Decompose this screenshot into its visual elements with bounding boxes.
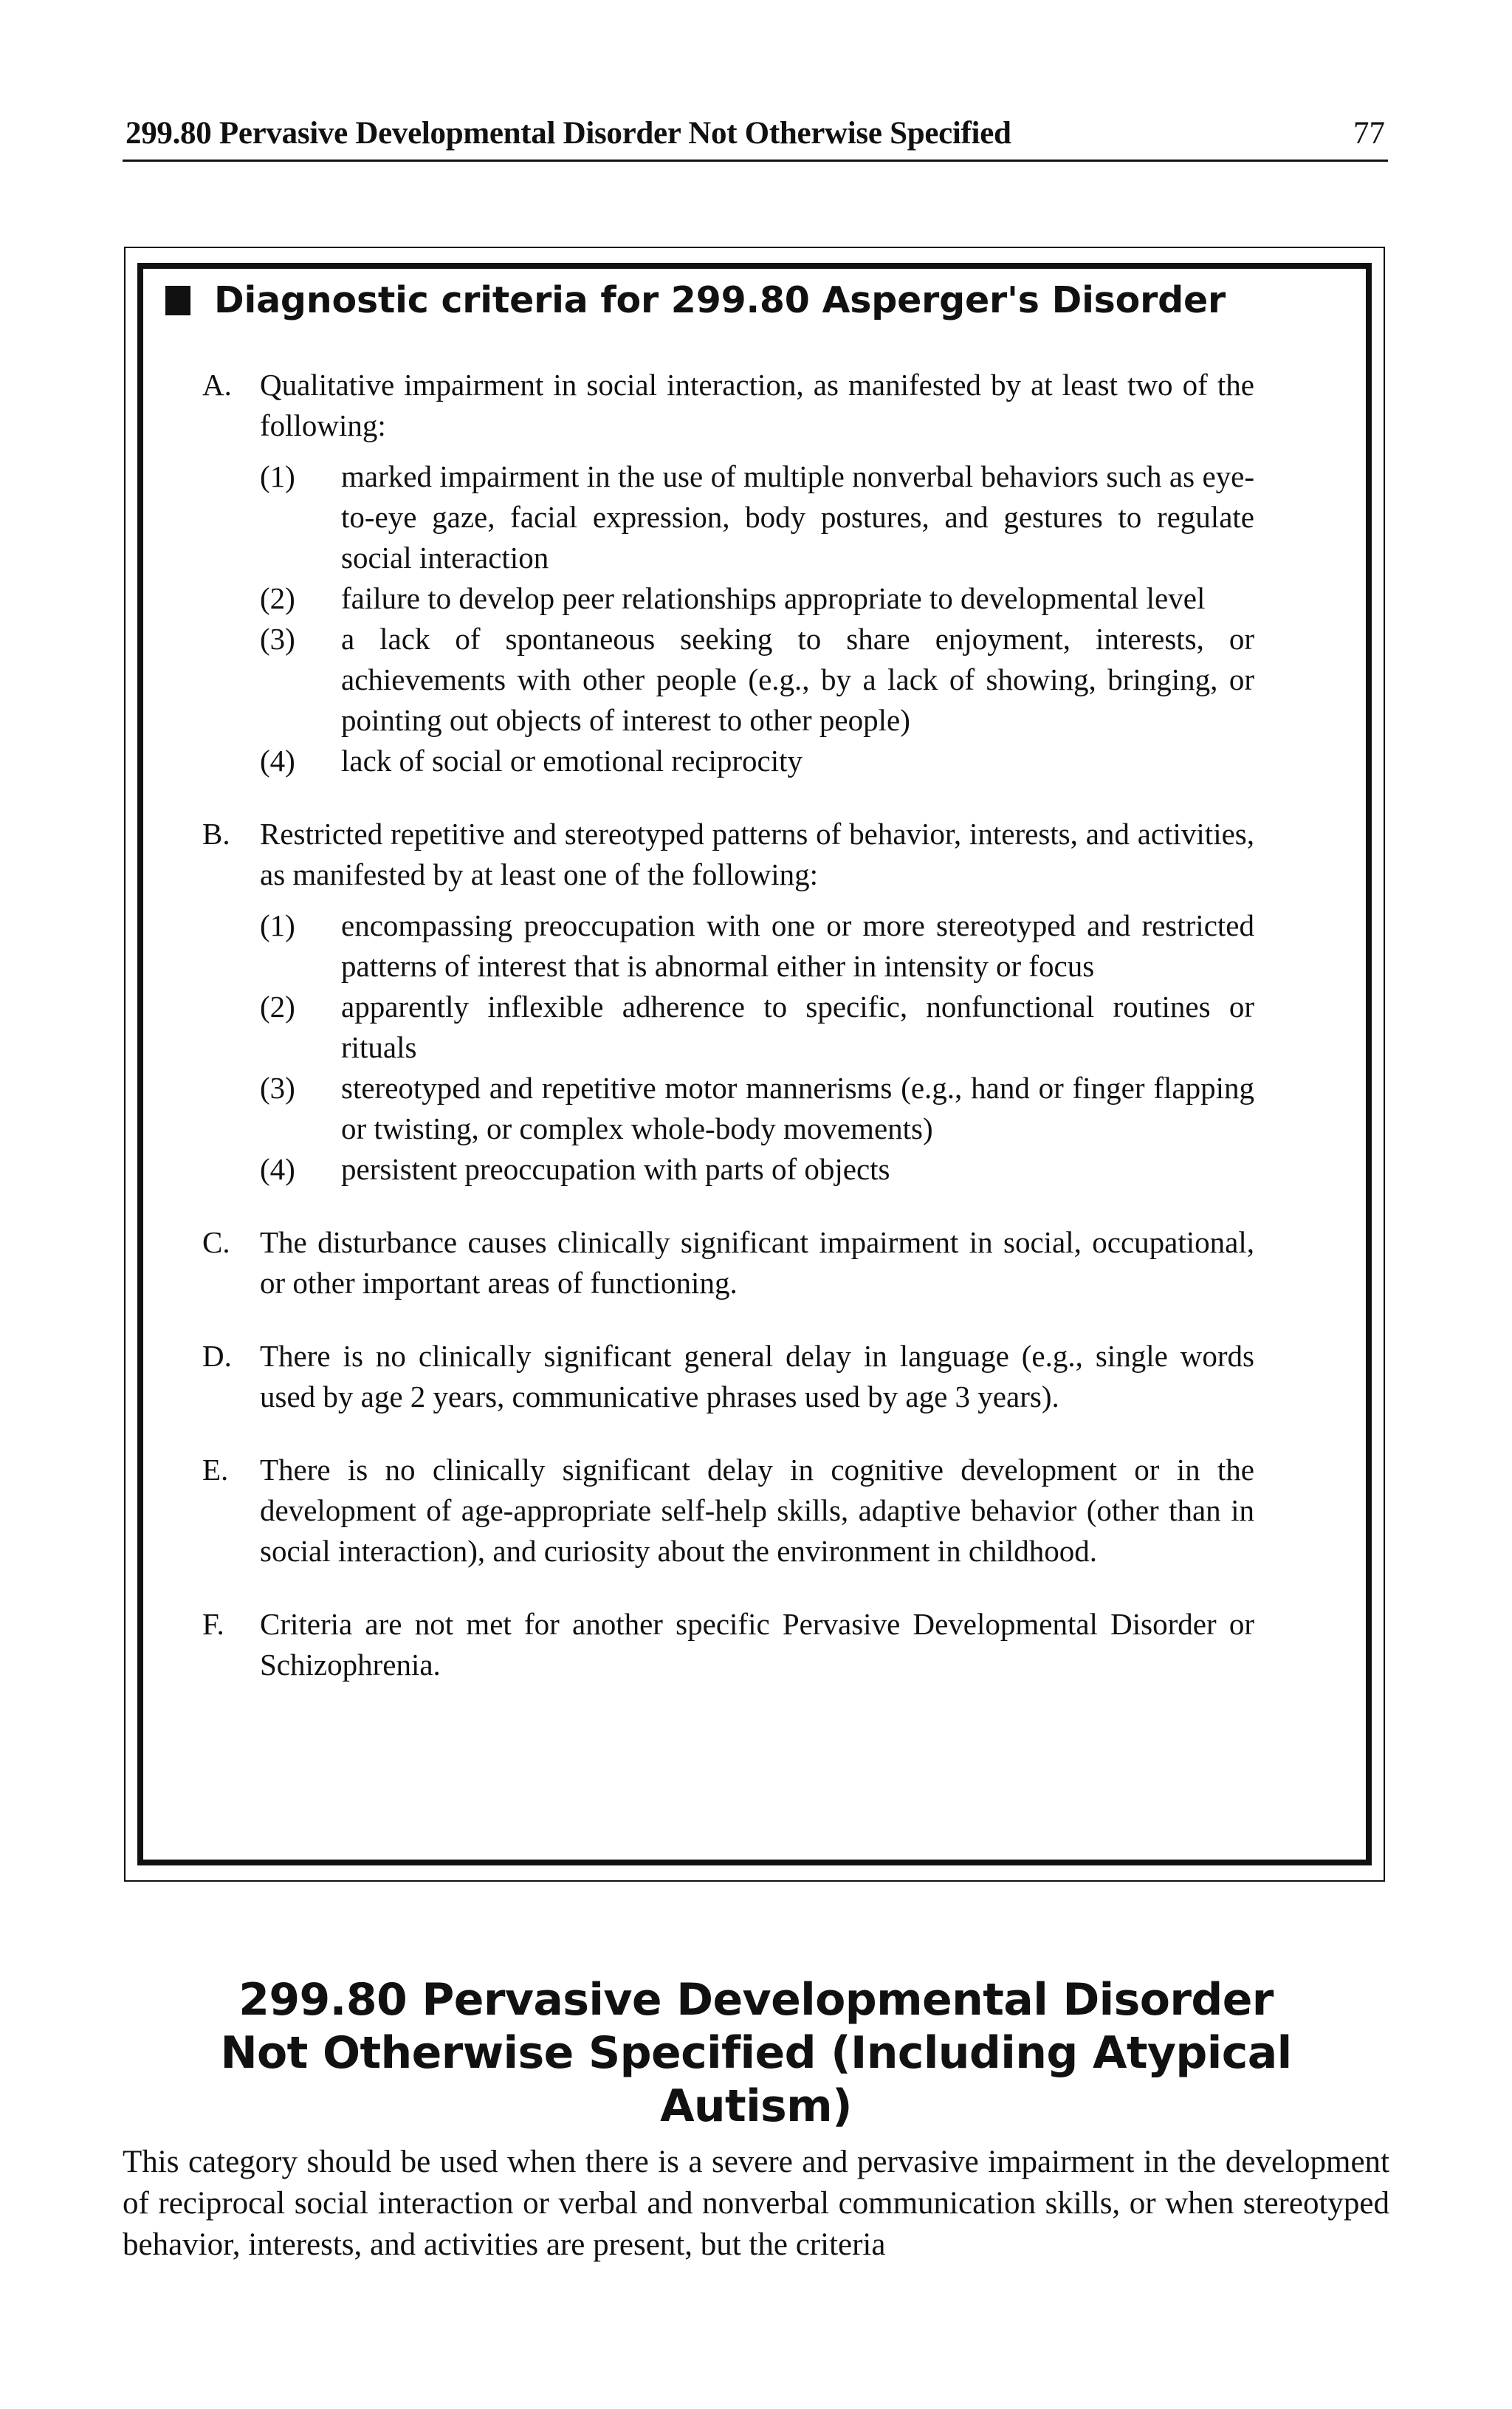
page-header	[123, 111, 1388, 162]
criteria-heading-text: Diagnostic criteria for 299.80 Asperger's Disorder	[214, 279, 1226, 321]
list-item	[260, 1068, 1254, 1149]
criterion-letter: D.	[202, 1339, 232, 1373]
criterion-text: There is no clinically significant delay in cognitive development or in the development of age-appropriate self-help skills, adaptive behavior (other than in social interaction), and curiosity about the environment in childhood.	[260, 1453, 1254, 1568]
criterion-text: Criteria are not met for another specific Pervasive Developmental Disorder or Schizophrenia.	[260, 1607, 1254, 1682]
criterion-d	[202, 1336, 1254, 1417]
criterion-a	[202, 365, 1254, 781]
criterion-letter: E.	[202, 1453, 229, 1487]
item-text: lack of social or emotional reciprocity	[341, 744, 803, 778]
item-text: persistent preoccupation with parts of objects	[341, 1152, 890, 1186]
list-item	[260, 619, 1254, 741]
criterion-letter: A.	[202, 368, 232, 402]
item-text: stereotyped and repetitive motor mannerisms (e.g., hand or finger flapping or twisting, or complex whole-body movements)	[341, 1071, 1254, 1145]
item-number: (1)	[260, 459, 295, 493]
item-number: (1)	[260, 908, 295, 942]
criterion-a-items	[260, 456, 1254, 781]
criterion-text: Restricted repetitive and stereotyped patterns of behavior, interests, and activities, as manifested by at least one of the following:	[260, 817, 1254, 891]
criterion-b-items	[260, 905, 1254, 1190]
item-number: (4)	[260, 1152, 295, 1186]
item-text: encompassing preoccupation with one or more stereotyped and restricted patterns of interest that is abnormal either in intensity or focus	[341, 908, 1254, 983]
page-number: 77	[1353, 116, 1385, 151]
item-text: marked impairment in the use of multiple nonverbal behaviors such as eye-to-eye gaze, facial expression, body postures, and gestures to regulate social interaction	[341, 459, 1254, 575]
criterion-f	[202, 1604, 1254, 1685]
item-text: failure to develop peer relationships appropriate to developmental level	[341, 581, 1206, 615]
list-item	[260, 905, 1254, 987]
square-bullet-icon	[165, 286, 190, 315]
item-number: (2)	[260, 990, 295, 1024]
item-number: (3)	[260, 622, 295, 656]
item-number: (4)	[260, 744, 295, 778]
criterion-letter: B.	[202, 817, 230, 851]
criteria-list	[202, 365, 1254, 1718]
criterion-text: The disturbance causes clinically significant impairment in social, occupational, or other important areas of functioning.	[260, 1225, 1254, 1300]
criterion-letter: C.	[202, 1225, 230, 1259]
criterion-b	[202, 814, 1254, 1190]
list-item	[260, 987, 1254, 1068]
criterion-text: There is no clinically significant general delay in language (e.g., single words used by age 2 years, communicative phrases used by age 3 years).	[260, 1339, 1254, 1413]
body-paragraph: This category should be used when there is a severe and pervasive impairment in the development of reciprocal social interaction or verbal and nonverbal communication skills, or when stereotyped behavior, interests, and activities are present, but the criteria	[123, 2145, 1389, 2262]
criterion-text: Qualitative impairment in social interaction, as manifested by at least two of the following:	[260, 368, 1254, 442]
list-item	[260, 1149, 1254, 1190]
criterion-letter: F.	[202, 1607, 224, 1641]
item-text: apparently inflexible adherence to specific, nonfunctional routines or rituals	[341, 990, 1254, 1064]
criterion-c	[202, 1222, 1254, 1303]
item-number: (2)	[260, 581, 295, 615]
criteria-box	[124, 247, 1385, 1882]
item-text: a lack of spontaneous seeking to share enjoyment, interests, or achievements with other people (e.g., by a lack of showing, bringing, or pointing out objects of interest to other people)	[341, 622, 1254, 737]
list-item	[260, 456, 1254, 578]
section-title-line-2: Not Otherwise Specified (Including Atypical Autism)	[220, 2027, 1292, 2132]
section-title-line-1: 299.80 Pervasive Developmental Disorder	[238, 1974, 1274, 2026]
section-title	[123, 1973, 1389, 2133]
running-title: 299.80 Pervasive Developmental Disorder Not Otherwise Specified	[126, 116, 1011, 151]
list-item	[260, 741, 1254, 781]
item-number: (3)	[260, 1071, 295, 1105]
list-item	[260, 578, 1254, 619]
criterion-e	[202, 1450, 1254, 1572]
criteria-heading	[165, 279, 1226, 321]
